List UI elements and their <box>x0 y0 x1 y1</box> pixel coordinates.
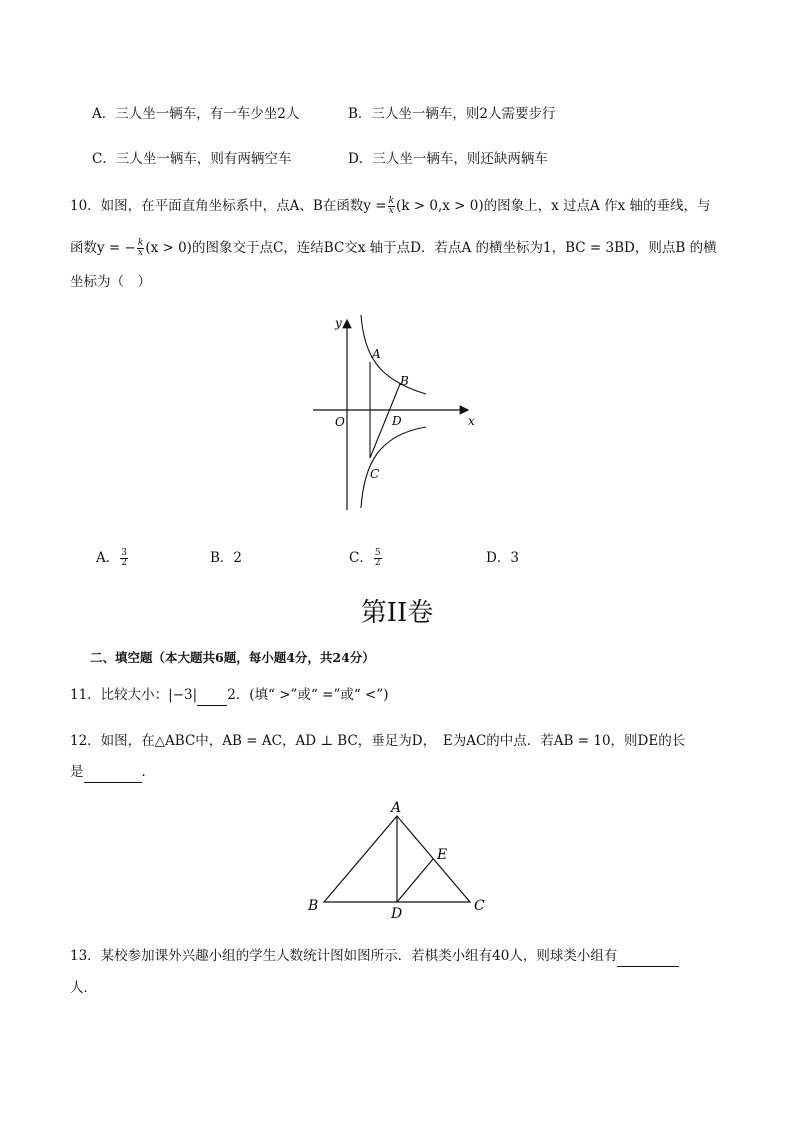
label-c: C <box>474 898 485 914</box>
q11-answer-blank <box>197 685 227 706</box>
q10-option-d: D．3 <box>486 550 519 566</box>
segment-de <box>397 859 433 902</box>
label-c: C <box>370 467 380 481</box>
q10-option-c <box>349 546 383 568</box>
q10-frac2-num: k <box>137 238 144 248</box>
q10-line-1 <box>70 196 710 216</box>
q10-text-4: (x > 0)的图象交于点C，连结BC交x 轴于点D．若点A 的横坐标为1，BC = 3BD，则点B 的横 <box>145 240 717 256</box>
q10-option-a-den: 2 <box>121 558 127 568</box>
q10-option-a-prefix: A． <box>96 550 120 566</box>
q12-triangle-figure <box>302 798 502 923</box>
q11-line <box>70 685 389 706</box>
section-heading: 第II卷 <box>360 598 434 628</box>
q10-frac1-den: x <box>388 206 394 216</box>
q11-text-pre: 11．比较大小：|−3| <box>70 687 198 703</box>
q10-frac1-num: k <box>388 196 395 206</box>
q12-text-pre: 是 <box>70 764 84 780</box>
label-b: B <box>308 898 319 914</box>
label-a: A <box>372 347 381 361</box>
q10-option-c-den: 2 <box>374 558 381 568</box>
q13-line-2: 人． <box>70 980 97 996</box>
q9-option-a: A．三人坐一辆车，有一车少坐2人 <box>92 106 300 122</box>
label-d: D <box>392 414 402 428</box>
q10-option-c-num: 5 <box>374 548 381 558</box>
label-x: x <box>468 414 475 428</box>
label-o: O <box>335 415 345 429</box>
q10-text-2: (k > 0,x > 0)的图象上，x 过点A 作x 轴的垂线，与 <box>396 198 711 214</box>
q10-line-3: 坐标为（ ） <box>70 274 151 290</box>
q10-option-a-fraction <box>120 549 128 568</box>
q10-frac2-den: x <box>138 248 144 258</box>
q10-option-c-fraction <box>374 549 382 568</box>
label-d: D <box>391 906 403 922</box>
hyperbola-positive <box>361 315 426 394</box>
q10-text-3: 函数y = − <box>70 240 136 256</box>
q11-text-post: 2．(填“ >”或“ =”或“ <”) <box>227 687 389 703</box>
q10-fraction-k-over-x <box>388 197 395 216</box>
label-y: y <box>335 316 342 330</box>
label-b: B <box>400 374 409 388</box>
label-a: A <box>391 800 402 816</box>
q10-fraction-neg-k-over-x <box>137 239 144 258</box>
q10-option-a <box>96 546 129 568</box>
q13-answer-blank <box>617 946 679 967</box>
label-e: E <box>437 847 448 863</box>
q12-line-1: 12．如图，在△ABC中，AB = AC，AD ⊥ BC，垂足为D， E为AC的中点．若AB = 10，则DE的长 <box>70 733 686 749</box>
q13-line-1 <box>70 946 679 967</box>
q12-line-2 <box>70 762 155 783</box>
q10-option-c-prefix: C． <box>349 550 373 566</box>
q9-option-b: B．三人坐一辆车，则2人需要步行 <box>348 106 556 122</box>
q12-text-post: ． <box>141 764 155 780</box>
section-two-title: 二、填空题（本大题共6题，每小题4分，共24分） <box>90 650 375 665</box>
q13-text: 13．某校参加课外兴趣小组的学生人数统计图如图所示．若棋类小组有40人，则球类小组有 <box>70 948 618 964</box>
q10-option-a-num: 3 <box>121 548 127 558</box>
q10-option-b: B．2 <box>210 550 243 566</box>
q9-option-c: C．三人坐一辆车，则有两辆空车 <box>92 151 292 167</box>
q10-line-2 <box>70 238 717 258</box>
q10-text-1: 10．如图，在平面直角坐标系中，点A、B在函数y = <box>70 198 387 214</box>
q12-answer-blank <box>84 762 142 783</box>
q9-option-d: D．三人坐一辆车，则还缺两辆车 <box>348 151 548 167</box>
q10-coordinate-figure <box>308 310 488 515</box>
